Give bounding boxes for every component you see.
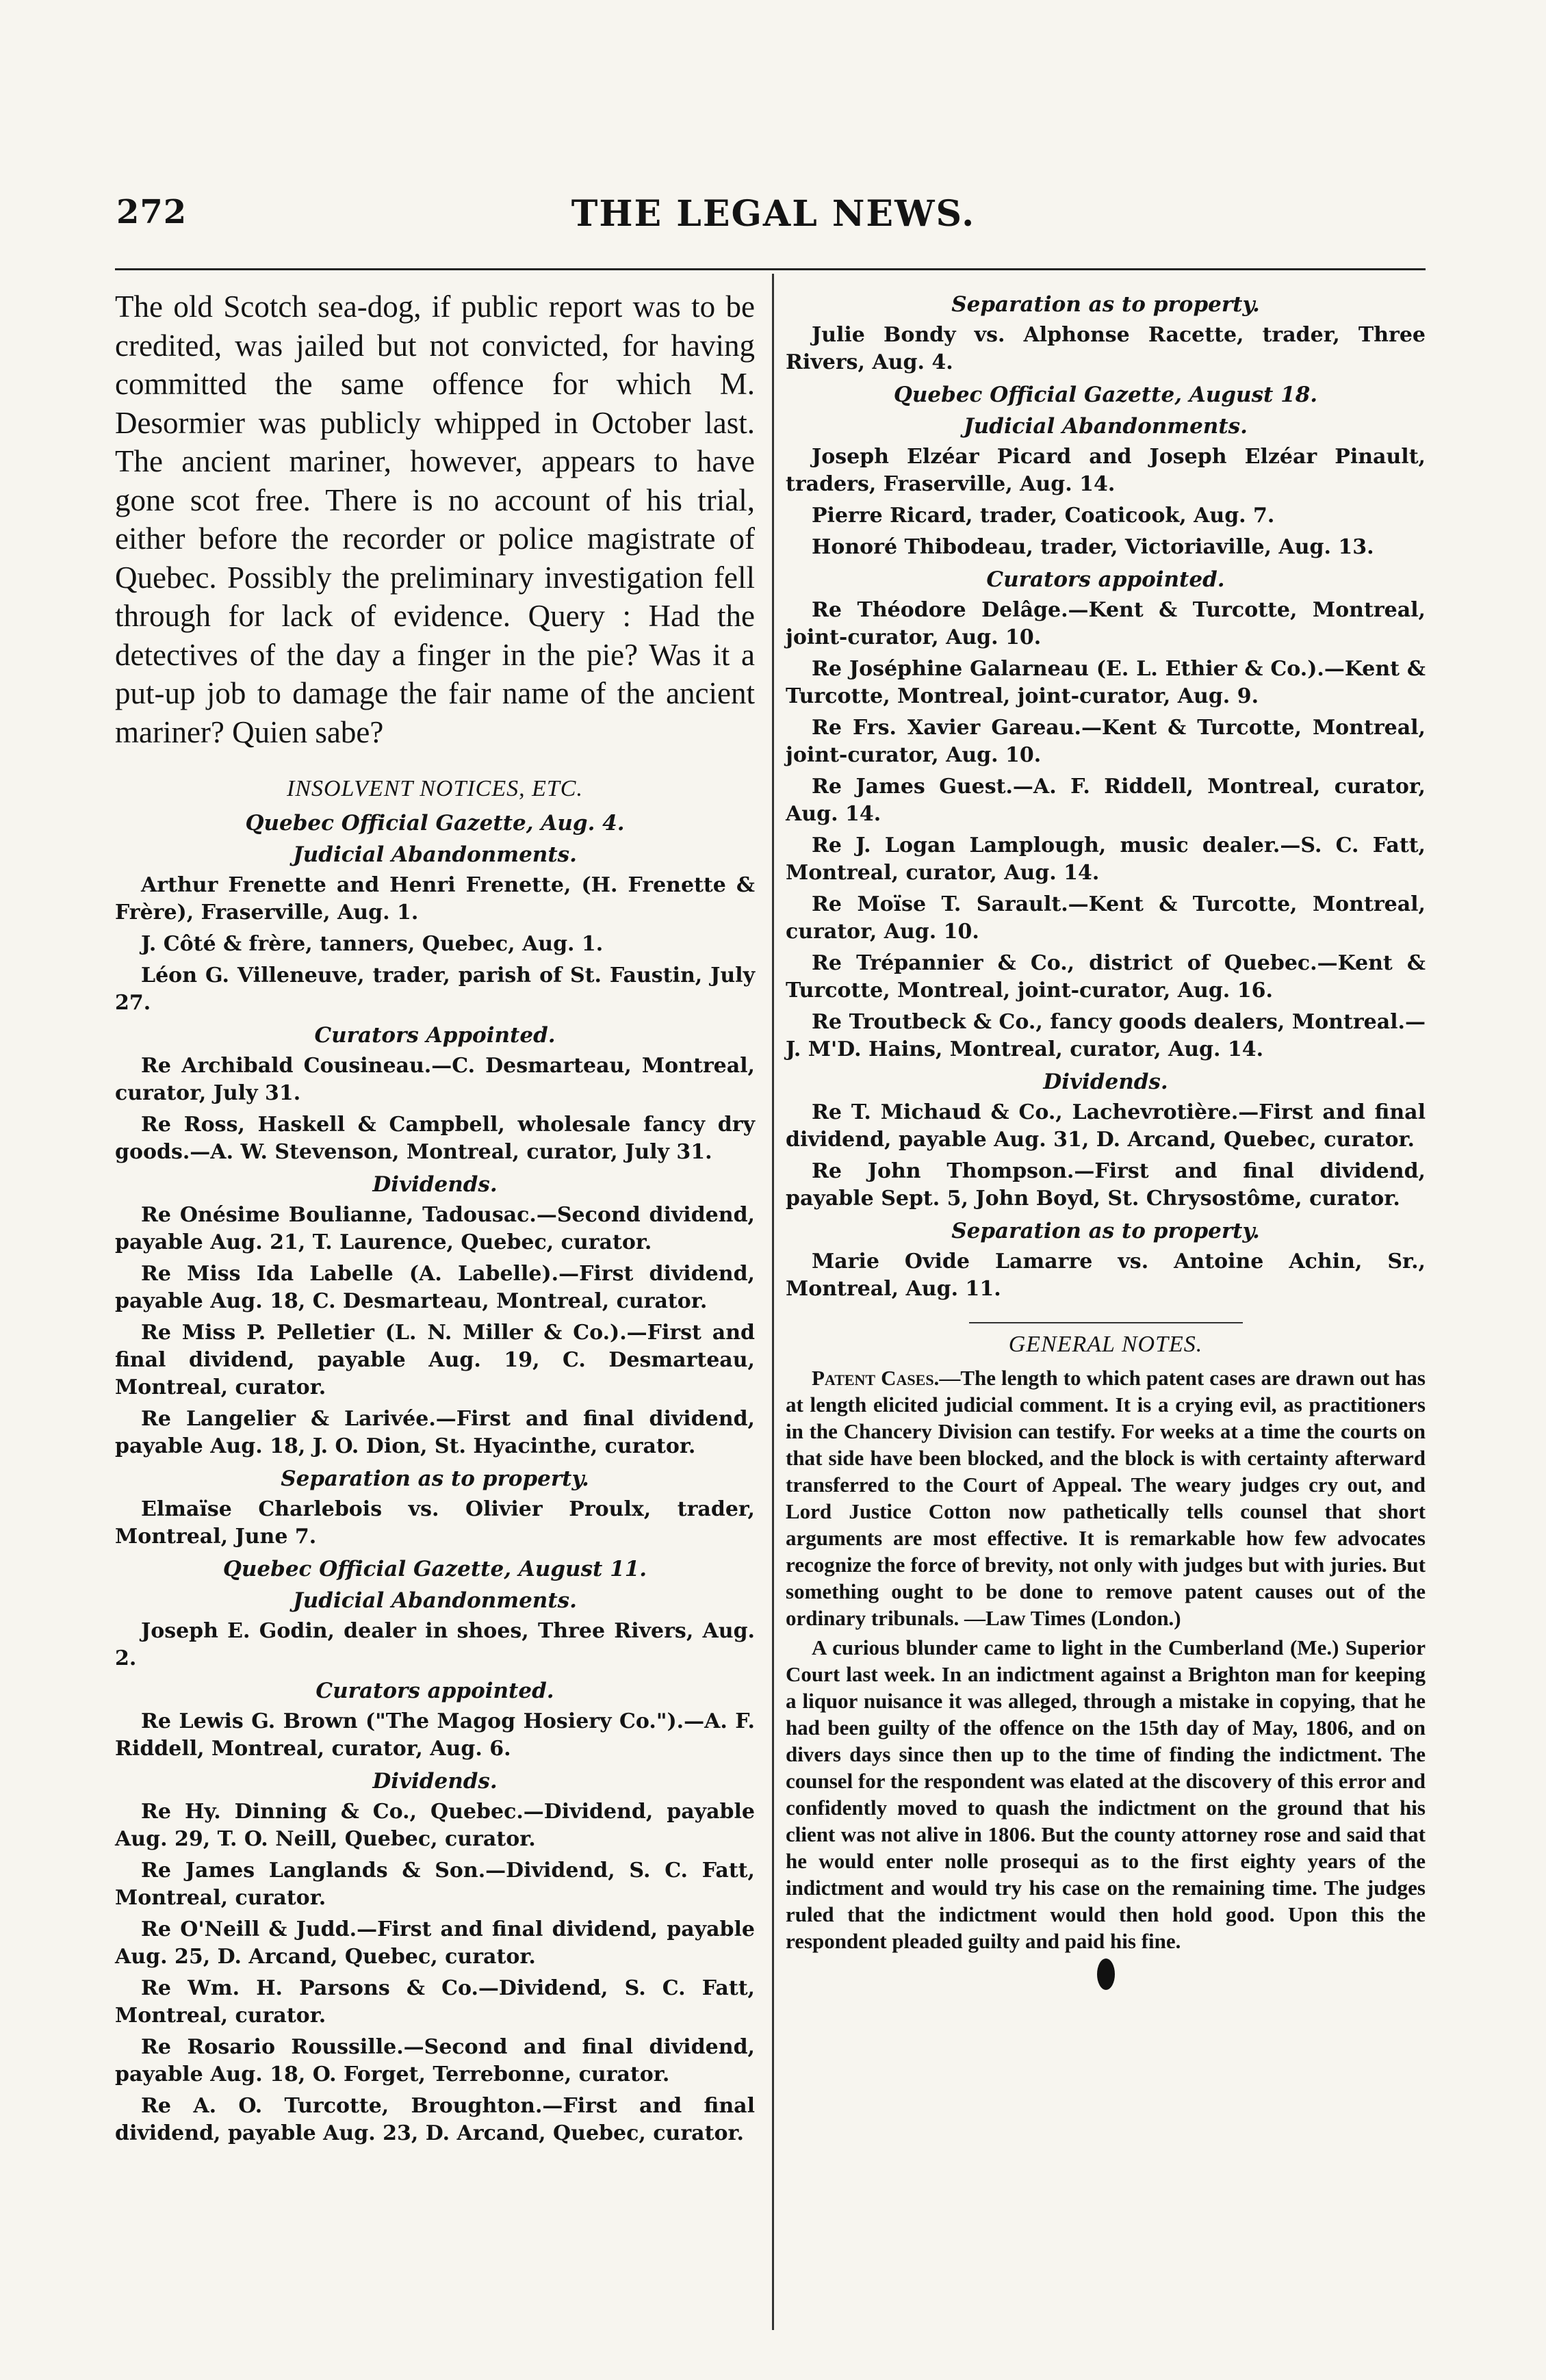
right-notices (786, 290, 1426, 1303)
notice-subheading: Curators appointed. (315, 1679, 554, 1703)
notice-entry: Re Rosario Roussille.—Second and final dividend, payable Aug. 18, O. Forget, Terrebonne, curator. (115, 2035, 755, 2086)
notice-entry: Re Lewis G. Brown ("The Magog Hosiery Co.").—A. F. Riddell, Montreal, curator, Aug. 6. (115, 1709, 755, 1761)
general-note-text: A curious blunder came to light in the Cumberland (Me.) Superior Court last week. In an indictment against a Brighton man for keeping a liquor nuisance it was alleged, through a mistake in copying, that he had been guilty of the offence on the 15th day of May, 1806, and on divers days since then up to the time of finding the indictment. The counsel for the respondent was elated at the discovery of this error and confidently moved to quash the indictment on the ground that his client was not alive in 1806. But the county attorney rose and said that he would enter nolle prosequi as to the first eighty years of the indictment and would try his case on the remaining time. The judges ruled that the indictment would then hold good. Upon this the respondent pleaded guilty and paid his fine. (786, 1635, 1426, 1953)
notice-entry: Re James Guest.—A. F. Riddell, Montreal, curator, Aug. 14. (786, 775, 1426, 826)
notice-entry: Re Onésime Boulianne, Tadousac.—Second dividend, payable Aug. 21, T. Laurence, Quebec, curator. (115, 1203, 755, 1254)
notice-entry: Re Trépannier & Co., district of Quebec.—Kent & Turcotte, Montreal, joint-curator, Aug. 16. (786, 951, 1426, 1003)
notice-entry: Re Théodore Delâge.—Kent & Turcotte, Montreal, joint-curator, Aug. 10. (786, 598, 1426, 649)
notice-entry: Re James Langlands & Son.—Dividend, S. C. Fatt, Montreal, curator. (115, 1859, 755, 1910)
notice-subheading: Curators Appointed. (314, 1023, 556, 1048)
notice-entry: Re Miss P. Pelletier (L. N. Miller & Co.).—First and final dividend, payable Aug. 19, C. Desmarteau, Montreal, curator. (115, 1321, 755, 1399)
notice-entry: Léon G. Villeneuve, trader, parish of St. Faustin, July 27. (115, 963, 755, 1015)
notice-subheading: Judicial Abandonments. (964, 414, 1248, 439)
notice-entry: Re Archibald Cousineau.—C. Desmarteau, Montreal, curator, July 31. (115, 1054, 755, 1105)
journal-title: THE LEGAL NEWS. (571, 193, 976, 235)
notice-entry: Re Ross, Haskell & Campbell, wholesale fancy dry goods.—A. W. Stevenson, Montreal, curator, July 31. (115, 1113, 755, 1164)
end-mark (1097, 1958, 1115, 1990)
general-note-text: —The length to which patent cases are drawn out has at length elicited judicial comment. It is a crying evil, as practitioners in the Chancery Division can testify. For weeks at a time the courts on that side have been blocked, and the block is with certainty afterward transferred to the Court of Appeal. The weary judges cry out, and Lord Justice Cotton now pathetically tells counsel that short arguments are most effective. It is remarkable how few advocates recognize the force of brevity, not only with judges but with juries. But something ought to be done to remove patent causes out of the ordinary tribunals. —Law Times (London.) (786, 1366, 1426, 1630)
notice-entry: Honoré Thibodeau, trader, Victoriaville, Aug. 13. (812, 535, 1374, 559)
section-title-insolvent: INSOLVENT NOTICES, ETC. (287, 776, 583, 801)
notice-subheading: Dividends. (372, 1172, 498, 1197)
notice-subheading: Separation as to property. (951, 1219, 1260, 1243)
notice-entry: Joseph E. Godin, dealer in shoes, Three Rivers, Aug. 2. (115, 1619, 755, 1670)
notice-entry: Arthur Frenette and Henri Frenette, (H. Frenette & Frère), Fraserville, Aug. 1. (115, 873, 755, 924)
notice-subheading: Quebec Official Gazette, August 18. (893, 383, 1318, 407)
notice-entry: Re Moïse T. Sarault.—Kent & Turcotte, Montreal, curator, Aug. 10. (786, 892, 1426, 944)
notice-entry: Re Wm. H. Parsons & Co.—Dividend, S. C. Fatt, Montreal, curator. (115, 1976, 755, 2028)
notice-subheading: Separation as to property. (281, 1466, 589, 1491)
left-notices (115, 809, 755, 2147)
notice-subheading: Dividends. (1043, 1070, 1168, 1094)
page-number: 272 (116, 193, 188, 231)
notice-entry: Re T. Michaud & Co., Lachevrotière.—First and final dividend, payable Aug. 31, D. Arcand, Quebec, curator. (786, 1100, 1426, 1152)
header-rule (115, 268, 1426, 270)
notice-subheading: Separation as to property. (951, 292, 1260, 317)
notice-subheading: Quebec Official Gazette, Aug. 4. (245, 811, 625, 836)
notice-entry: J. Côté & frère, tanners, Quebec, Aug. 1. (141, 932, 604, 956)
notice-subheading: Quebec Official Gazette, August 11. (222, 1557, 647, 1581)
notice-entry: Re J. Logan Lamplough, music dealer.—S. C. Fatt, Montreal, curator, Aug. 14. (786, 833, 1426, 885)
notice-entry: Re A. O. Turcotte, Broughton.—First and final dividend, payable Aug. 23, D. Arcand, Quebec, curator. (115, 2094, 755, 2145)
section-rule (969, 1322, 1243, 1323)
general-note-paragraph (786, 1634, 1426, 1954)
section-title-general: GENERAL NOTES. (1008, 1332, 1203, 1357)
notice-entry: Julie Bondy vs. Alphonse Racette, trader, Three Rivers, Aug. 4. (786, 323, 1426, 374)
notice-entry: Re Frs. Xavier Gareau.—Kent & Turcotte, Montreal, joint-curator, Aug. 10. (786, 716, 1426, 767)
notice-entry: Re John Thompson.—First and final dividend, payable Sept. 5, John Boyd, St. Chrysostôme, curator. (786, 1159, 1426, 1211)
general-note-lead: Patent Cases. (812, 1366, 940, 1390)
notice-entry: Elmaïse Charlebois vs. Olivier Proulx, trader, Montreal, June 7. (115, 1497, 755, 1549)
notice-entry: Re O'Neill & Judd.—First and final dividend, payable Aug. 25, D. Arcand, Quebec, curator. (115, 1917, 755, 1969)
notice-subheading: Curators appointed. (986, 567, 1225, 592)
notice-entry: Re Miss Ida Labelle (A. Labelle).—First dividend, payable Aug. 18, C. Desmarteau, Montreal, curator. (115, 1262, 755, 1313)
general-note-paragraph (786, 1364, 1426, 1631)
general-notes (786, 1364, 1426, 1954)
notice-entry: Marie Ovide Lamarre vs. Antoine Achin, Sr., Montreal, Aug. 11. (786, 1250, 1426, 1301)
right-column (786, 287, 1426, 1990)
notice-entry: Re Langelier & Larivée.—First and final dividend, payable Aug. 18, J. O. Dion, St. Hyacinthe, curator. (115, 1407, 755, 1458)
notice-entry: Re Joséphine Galarneau (E. L. Ethier & Co.).—Kent & Turcotte, Montreal, joint-curator, Aug. 9. (786, 657, 1426, 708)
notice-entry: Re Troutbeck & Co., fancy goods dealers, Montreal.—J. M'D. Hains, Montreal, curator, Aug. 14. (786, 1010, 1426, 1061)
notice-subheading: Dividends. (372, 1769, 498, 1794)
notice-entry: Joseph Elzéar Picard and Joseph Elzéar Pinault, traders, Fraserville, Aug. 14. (786, 445, 1426, 496)
notice-entry: Re Hy. Dinning & Co., Quebec.—Dividend, payable Aug. 29, T. O. Neill, Quebec, curator. (115, 1800, 755, 1851)
page-header (103, 193, 1437, 248)
notice-entry: Pierre Ricard, trader, Coaticook, Aug. 7. (812, 504, 1275, 528)
notice-subheading: Judicial Abandonments. (293, 1588, 577, 1613)
column-divider (772, 274, 774, 2330)
left-column (115, 287, 755, 2151)
intro-paragraph: The old Scotch sea-dog, if public report was to be credited, was jailed but not convicted, for having committed the same offence for which M. Desormier was publicly whipped in October last. The ancient mariner, however, appears to have gone scot free. There is no account of his trial, either before the recorder or police magistrate of Quebec. Possibly the preliminary investigation fell through for lack of evidence. Query : Had the detectives of the day a finger in the pie? Was it a put-up job to damage the fair name of the ancient mariner? Quien sabe? (115, 289, 755, 749)
notice-subheading: Judicial Abandonments. (293, 842, 577, 867)
